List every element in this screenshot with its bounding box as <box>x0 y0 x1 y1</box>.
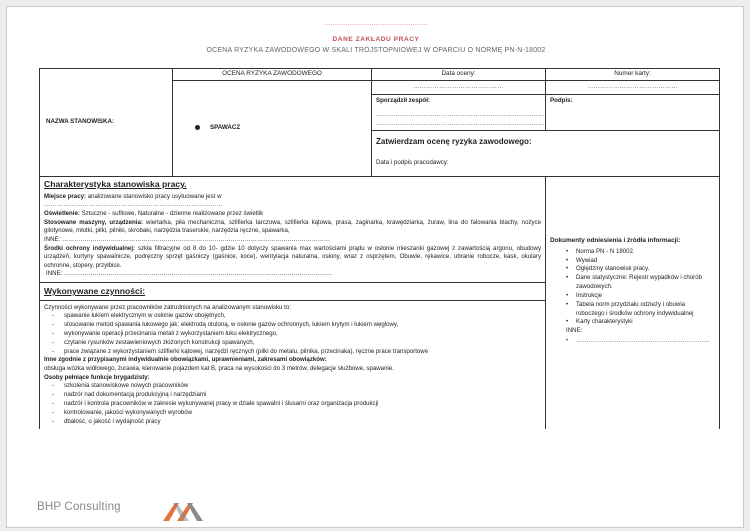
inne-field-2: INNE: …………………………………………………………………………………………………………………… <box>46 270 333 278</box>
brygadzista-list <box>44 382 541 426</box>
stanowisko-value-cell <box>173 81 372 177</box>
stanowisko-value: SPAWACZ <box>210 124 241 132</box>
stanowisko-label: NAZWA STANOWISKA: <box>40 69 173 177</box>
brygadzista-label: Osoby pełniące funkcje brygadzisty: <box>44 373 150 381</box>
list-item: - szkolenia stanowiskowe nowych pracowników <box>52 382 541 391</box>
data-oceny-field: …………………………………… <box>372 81 546 95</box>
zespol-label: Sporządził zespół: <box>376 97 430 104</box>
document-page <box>6 6 744 528</box>
list-item: - stosowanie metod spawania łukowego jak: elektrodą otuloną, w osłonie gazów ochronnych, łukiem krytym i łukiem węglowy, <box>52 321 541 330</box>
list-item: • ……………………………………………………… <box>566 337 715 346</box>
list-item: - spawanie łukiem elektrycznym w osłonie gazów obojętnych, <box>52 312 541 321</box>
list-item: • Instrukcje <box>566 292 715 301</box>
maszyny-text: wiertarka, piła mechaniczna, szlifierka tarczowa, szlifierka kątowa, prasa, zaginarka, krawędziarka, żuraw, lina do falowania blachy, nożyce gilotynowe, młotki, pilki, pilniki, skrobaki, narzędzia traserskie, narzędzia ręczne, spawarka, <box>44 218 541 235</box>
charakterystyka-cell <box>40 177 546 429</box>
podpis-cell <box>546 95 720 131</box>
oswietlenie-label: Oświetlenie: <box>44 209 80 217</box>
risk-assessment-table <box>39 68 720 429</box>
charakterystyka-heading: Charakterystyka stanowiska pracy. <box>44 179 187 190</box>
list-item: • Norma PN - N 18002. <box>566 248 715 257</box>
list-item: - nadzór i kontrola pracowników w zakresie wykonywanej pracy w dziale spawalni i ślusarni oraz organizacja produkcji <box>52 400 541 409</box>
zatwierdzam-cell <box>372 131 720 177</box>
dokumenty-list <box>550 248 715 327</box>
numer-karty-header: Numer karty: <box>546 69 720 81</box>
dokumenty-inne-label: INNE: <box>566 327 583 335</box>
oswietlenie-text: Sztuczne - sufitowe, Naturalne - dzienne realizowane przez świetlik <box>81 209 264 217</box>
data-podpis-label: Data i podpis pracodawcy: <box>376 158 449 166</box>
list-item: - kontrolowanie, jakości wykonywanych wyrobów <box>52 409 541 418</box>
list-item: - dbałość, o jakość i wydajność pracy <box>52 418 541 427</box>
numer-karty-field: …………………………………… <box>546 81 720 95</box>
dokumenty-heading: Dokumenty odniesienia i źródła informacji: <box>550 237 681 245</box>
document-title: OCENA RYZYKA ZAWODOWEGO W SKALI TRÓJSTOPNIOWEJ W OPARCIU O NORMĘ PN-N-18002 <box>206 47 546 54</box>
zespol-cell <box>372 95 546 131</box>
header-dots: ................................................ <box>323 21 428 27</box>
srodki-text: szkła filtracyjne od 8 do 10- gdzie 10 dotyczy spawania max wartościami prądu w osłonie mieszanki gazowej z zawartością argonu, obudowy urządzeń, kurtyny spawalnicze, podręczny sprzęt gaśniczy (gaśnice, koce), wentylacja naturalna, osłony, wraz z osprzętem, Obuwie, rękawice, ubranie robocze, kask, okulary ochronne, stopery, przyłbice. <box>44 244 541 269</box>
inne-obowiazki-label: Inne zgodnie z przypisanymi indywidualnie obowiązkami, uprawnieniami, zakresami obowiązków: <box>44 356 327 364</box>
zatwierdzam-label: Zatwierdzam ocenę ryzyka zawodowego: <box>376 137 532 147</box>
list-item: - prace związane z wykorzystaniem szlifierki kątowej, narzędzi ręcznych (pilki do metalu, pilnika, przecinaka), ręczne prace transportowe <box>52 348 541 357</box>
zespol-dots-2: …………………………………………………………………… <box>376 119 545 127</box>
list-item: • Tabela norm przydziału odzieży i obuwia roboczego i środków ochrony indywidualnej <box>566 301 715 319</box>
ocena-header: OCENA RYZYKA ZAWODOWEGO <box>173 69 372 81</box>
czynnosci-intro: Czynności wykonywane przez pracowników zatrudnionych na analizowanym stanowisku to: <box>44 303 291 311</box>
list-item: - czytanie rysunków zestawieniowych złożonych konstrukcji spawanych, <box>52 339 541 348</box>
bullet-icon <box>195 125 200 130</box>
czynnosci-list <box>44 312 541 356</box>
miejsce-label: Miejsce pracy: <box>44 192 87 200</box>
czynnosci-heading: Wykonywane czynności: <box>44 286 146 297</box>
data-oceny-header: Data oceny: <box>372 69 546 81</box>
list-item: - wykonywanie operacji przecinania metali z wykorzystaniem łuku elektrycznego, <box>52 330 541 339</box>
inne-obowiazki-text: obsługa wózka widłowego, żurawia, kierowanie pojazdem kat B, praca na wysokości do 3 metrów, delegacje służbowe, spawanie. <box>44 365 394 373</box>
list-item: • Wywiad <box>566 257 715 266</box>
maszyny-label: Stosowane maszyny, urządzenia: <box>44 218 143 226</box>
list-item: • Karty charakterystyki <box>566 318 715 327</box>
section-divider <box>40 282 545 283</box>
company-name: DANE ZAKŁADU PRACY <box>332 36 420 43</box>
zespol-dots-1: …………………………………………………………………… <box>376 111 545 119</box>
logo-text: BHP Consulting <box>37 501 121 513</box>
list-item: • Dane statystyczne: Rejestr wypadków i chorób zawodowych. <box>566 274 715 292</box>
miejsce-dots: ………………………………………………………………………… <box>44 201 224 209</box>
list-item: • Oględziny stanowisk pracy. <box>566 265 715 274</box>
miejsce-text: analizowane stanowisko pracy usytuowane jest w <box>87 192 222 200</box>
srodki-label: Środki ochrony indywidualnej: <box>44 244 136 252</box>
inne-field-1: INNE: …………………………………………………………………………………………………………………… <box>44 235 331 243</box>
dokumenty-inne-list <box>550 337 715 346</box>
section-divider <box>40 300 545 301</box>
dokumenty-cell <box>546 177 720 429</box>
podpis-label: Podpis: <box>550 97 573 104</box>
list-item: - nadzór nad dokumentacją produkcyjną i narzędziami <box>52 391 541 400</box>
logo-mountain-icon <box>163 499 219 521</box>
